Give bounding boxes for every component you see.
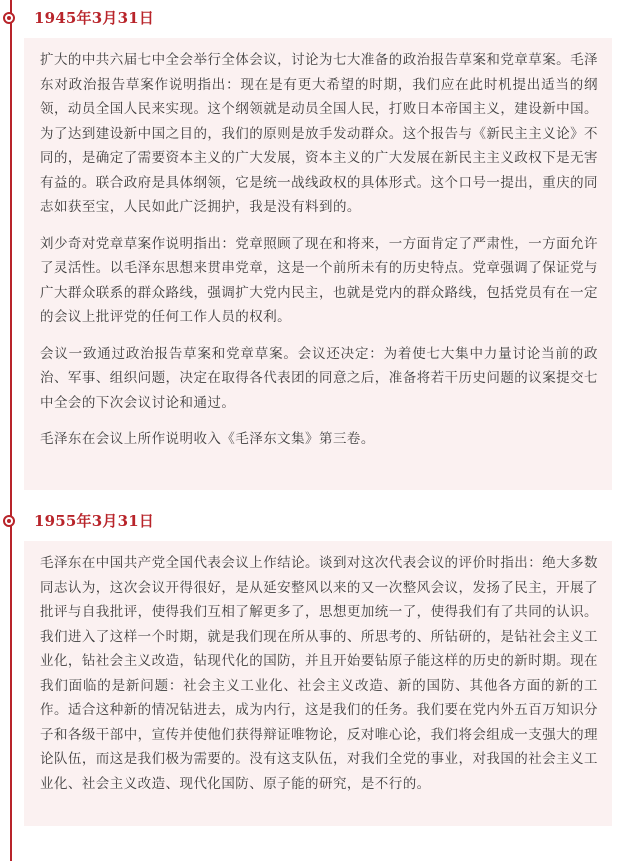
- timeline-marker-icon: [3, 515, 15, 527]
- entry-date: 1955年3月31日: [34, 512, 155, 530]
- timeline-marker-icon: [3, 12, 15, 24]
- entry-paragraph: 毛泽东在会议上所作说明收入《毛泽东文集》第三卷。: [40, 431, 375, 447]
- entry-paragraph: 刘少奇对党章草案作说明指出：党章照顾了现在和将来，一方面肯定了严肃性，一方面允许了灵活性。以毛泽东思想来贯串党章，这是一个前所未有的历史特点。党章强调了保证党与广大群众联系的群众路线，强调扩大党内民主，也就是党内的群众路线，包括党员有在一定的会议上批评党的任何工作人员的权利。: [40, 235, 598, 325]
- timeline-line: [10, 0, 12, 861]
- entry-paragraph: 会议一致通过政治报告草案和党章草案。会议还决定：为着使七大集中力量讨论当前的政治、军事、组织问题，决定在取得各代表团的同意之后，准备将若干历史问题的议案提交七中全会的下次会议讨论和通过。: [40, 345, 598, 411]
- entry-card: [24, 38, 612, 490]
- entry-paragraph: 扩大的中共六届七中全会举行全体会议，讨论为七大准备的政治报告草案和党章草案。毛泽东对政治报告草案作说明指出：现在是有更大希望的时期，我们应在此时机提出适当的纲领，动员全国人民来实现。这个纲领就是动员全国人民，打败日本帝国主义，建设新中国。为了达到建设新中国之目的，我们的原则是放手发动群众。这个报告与《新民主主义论》不同的，是确定了需要资本主义的广大发展，资本主义的广大发展在新民主主义政权下是无害有益的。联合政府是具体纲领，它是统一战线政权的具体形式。这个口号一提出，重庆的同志如获至宝，人民如此广泛拥护，我是没有料到的。: [40, 52, 598, 215]
- entry-date: 1945年3月31日: [34, 9, 155, 27]
- entry-paragraph: 毛泽东在中国共产党全国代表会议上作结论。谈到对这次代表会议的评价时指出：绝大多数同志认为，这次会议开得很好，是从延安整风以来的又一次整风会议，发扬了民主，开展了批评与自我批评，使得我们互相了解更多了，思想更加统一了，使得我们有了共同的认识。我们进入了这样一个时期，就是我们现在所从事的、所思考的、所钻研的，是钻社会主义工业化，钻社会主义改造，钻现代化的国防，并且开始要钻原子能这样的历史的新时期。现在我们面临的是新问题：社会主义工业化、社会主义改造、新的国防、其他各方面的新的工作。适合这种新的情况钻进去，成为内行，这是我们的任务。我们要在党内外五百万知识分子和各级干部中，宣传并使他们获得辩证唯物论，反对唯心论，我们将会组成一支强大的理论队伍，而这是我们极为需要的。没有这支队伍，对我们全党的事业，对我国的社会主义工业化、社会主义改造、现代化国防、原子能的研究，是不行的。: [40, 555, 598, 792]
- entry-card: [24, 541, 612, 826]
